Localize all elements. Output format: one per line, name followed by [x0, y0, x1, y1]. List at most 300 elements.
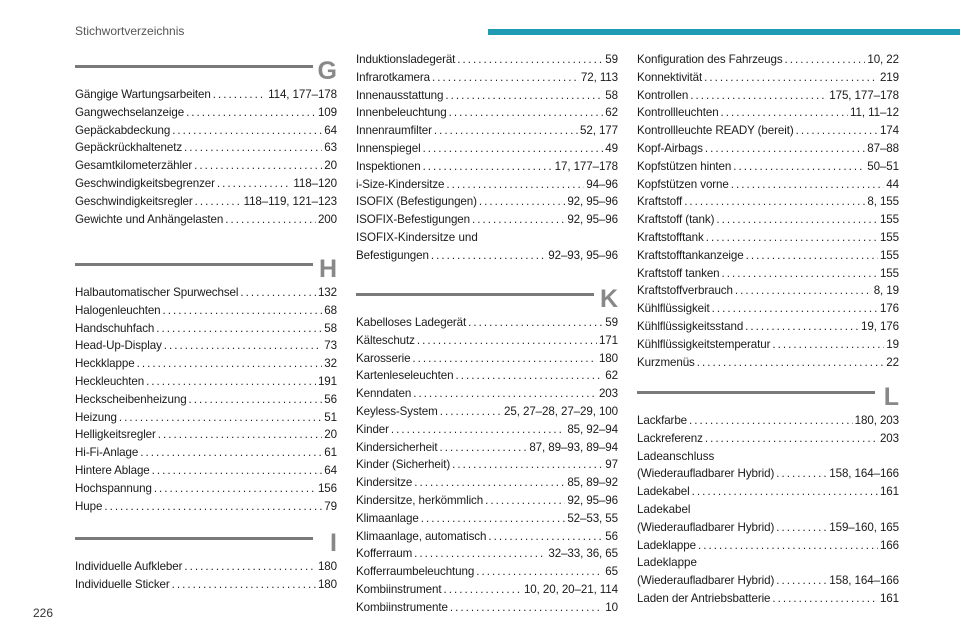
index-section-k-continued	[637, 51, 899, 371]
dot-leader	[423, 140, 604, 158]
index-entry	[75, 302, 337, 320]
index-entry	[356, 51, 618, 69]
index-entry	[356, 104, 618, 122]
index-entry-term: Innenraumfilter	[356, 124, 432, 138]
index-entry	[637, 412, 899, 430]
index-section-i-continued	[356, 51, 618, 265]
dot-leader	[450, 599, 603, 617]
dot-leader	[184, 139, 322, 157]
dot-leader	[154, 480, 316, 498]
index-entry-pages: 10, 20, 20–21, 114	[523, 582, 618, 596]
dot-leader	[140, 444, 322, 462]
dot-leader	[722, 265, 878, 283]
index-entry-pages: 161	[879, 485, 899, 499]
dot-leader	[721, 104, 848, 122]
dot-leader	[746, 247, 878, 265]
index-entry-pages: 32	[324, 357, 337, 371]
index-entry	[75, 175, 337, 193]
index-entry-term: Kinder (Sicherheit)	[356, 458, 451, 472]
dot-leader	[704, 69, 878, 87]
index-entry	[356, 439, 618, 457]
index-entry-pages: 8, 155	[867, 195, 899, 209]
index-entry-pages: 92, 95–96	[567, 213, 618, 227]
index-entry	[356, 581, 618, 599]
index-entry-pages: 203	[879, 431, 899, 445]
index-entry	[75, 284, 337, 302]
index-entry-pages: 159–160, 165	[829, 520, 899, 534]
index-entry-term: Gepäckrückhaltenetz	[75, 141, 183, 155]
index-entry-pages: 180	[598, 351, 618, 365]
index-entry	[637, 265, 899, 283]
index-entry-term: Kopfstützen hinten	[637, 159, 732, 173]
index-entry	[75, 426, 337, 444]
index-entry	[356, 87, 618, 105]
index-entry	[637, 572, 899, 590]
index-entry-pages: 50–51	[867, 159, 899, 173]
dot-leader	[158, 426, 323, 444]
index-entry-term: Lackreferenz	[637, 431, 703, 445]
index-entry-pages: 59	[605, 316, 618, 329]
section-divider	[75, 65, 313, 68]
dot-leader	[772, 336, 884, 354]
index-entry-term: Heckleuchten	[75, 374, 145, 388]
index-entry-term: ISOFIX (Befestigungen)	[356, 195, 477, 209]
index-entry-pages: 68	[324, 303, 337, 317]
index-entry-pages: 32–33, 36, 65	[548, 547, 618, 561]
dot-leader	[731, 176, 885, 194]
dot-leader	[195, 193, 242, 211]
index-entry-pages: 52, 177	[580, 124, 618, 138]
dot-leader	[698, 537, 878, 555]
index-entry	[637, 519, 899, 537]
section-header	[356, 284, 618, 314]
index-entry-term: Heizung	[75, 410, 117, 424]
entry-list	[637, 412, 899, 608]
dot-leader	[452, 456, 603, 474]
index-entry	[356, 403, 618, 421]
section-divider	[75, 537, 313, 540]
index-entry-term: Inspektionen	[356, 159, 421, 173]
dot-leader	[457, 51, 603, 69]
index-entry-pages: 156	[317, 481, 337, 495]
index-entry-term: Kühlflüssigkeit	[637, 302, 710, 316]
index-entry-term: Keyless-System	[356, 404, 438, 418]
index-entry	[75, 193, 337, 211]
dot-leader	[225, 211, 316, 229]
index-entry-term: Handschuhfach	[75, 321, 155, 335]
index-entry-term: Klimaanlage, automatisch	[356, 529, 487, 543]
header-accent-bar	[488, 29, 960, 35]
index-entry-term: Head-Up-Display	[75, 339, 162, 353]
dot-leader	[716, 211, 878, 229]
dot-leader	[164, 337, 323, 355]
section-divider	[75, 263, 313, 266]
index-entry-term-line: Ladekabel	[637, 502, 691, 516]
index-entry-term-line: Ladeklappe	[637, 556, 697, 570]
index-entry-pages: 158, 164–166	[829, 467, 899, 481]
index-entry	[356, 456, 618, 474]
index-entry-term: Kofferraumbeleuchtung	[356, 565, 475, 579]
index-entry-term: Befestigungen	[356, 248, 429, 262]
index-entry	[356, 332, 618, 350]
index-entry-term: i-Size-Kindersitze	[356, 177, 445, 191]
index-entry-pages: 174	[879, 124, 899, 138]
dot-leader	[445, 87, 603, 105]
dot-leader	[119, 409, 322, 427]
index-entry-term: Konfiguration des Fahrzeugs	[637, 53, 783, 66]
index-entry-pages: 8, 19	[873, 284, 899, 298]
index-entry-pages: 62	[605, 369, 618, 383]
dot-leader	[785, 51, 866, 69]
index-entry	[356, 247, 618, 265]
index-entry-term-line: Ladeanschluss	[637, 449, 715, 463]
dot-leader	[472, 211, 565, 229]
index-entry-pages: 79	[324, 499, 337, 513]
index-entry	[356, 545, 618, 563]
index-entry	[637, 104, 899, 122]
index-entry-term: Hintere Ablage	[75, 463, 150, 477]
index-entry	[637, 229, 899, 247]
page-number: 226	[33, 606, 54, 620]
index-entry-term: Kartenleseleuchten	[356, 369, 454, 383]
index-entry-term: Heckscheibenheizung	[75, 392, 187, 406]
index-entry	[75, 86, 337, 104]
index-entry	[356, 211, 618, 229]
entry-list	[75, 86, 337, 228]
index-entry-pages: 85, 89–92	[567, 476, 618, 490]
dot-leader	[705, 140, 865, 158]
index-entry-pages: 73	[324, 339, 337, 353]
dot-leader	[468, 314, 603, 332]
index-entry-pages: 10	[605, 600, 618, 614]
index-entry	[637, 430, 899, 448]
index-entry-term: Lackfarbe	[637, 414, 688, 427]
index-entry-term: Kühlflüssigkeitsstand	[637, 319, 744, 333]
index-entry-pages: 114, 177–178	[268, 88, 337, 101]
section-header	[75, 528, 337, 558]
index-entry-pages: 25, 27–28, 27–29, 100	[504, 404, 618, 418]
index-entry-pages: 72, 113	[580, 70, 618, 84]
index-entry-pages: 158, 164–166	[829, 574, 899, 588]
index-entry-pages: 87–88	[867, 141, 899, 155]
index-entry-term: (Wiederaufladbarer Hybrid)	[637, 467, 775, 481]
index-entry	[356, 122, 618, 140]
dot-leader	[213, 86, 266, 104]
index-entry	[75, 480, 337, 498]
index-entry	[356, 528, 618, 546]
dot-leader	[733, 158, 865, 176]
index-entry	[75, 157, 337, 175]
dot-leader	[189, 391, 323, 409]
index-entry-term: Hi-Fi-Anlage	[75, 446, 139, 460]
index-entry-term: Kraftstofftank	[637, 230, 704, 244]
index-entry-pages: 22	[886, 355, 899, 369]
dot-leader	[172, 576, 316, 594]
index-entry-pages: 191	[317, 374, 337, 388]
index-entry-pages: 52–53, 55	[567, 511, 618, 525]
index-entry	[356, 140, 618, 158]
index-entry-term: Kraftstoff (tank)	[637, 213, 715, 227]
index-entry-term: Kinder	[356, 422, 389, 436]
index-entry-term: Hupe	[75, 499, 103, 513]
index-entry-term: Karosserie	[356, 351, 411, 365]
index-entry-pages: 180	[317, 577, 337, 591]
index-entry-pages: 97	[605, 458, 618, 472]
index-entry	[637, 51, 899, 69]
index-entry	[637, 247, 899, 265]
index-entry-pages: 19, 176	[861, 319, 899, 333]
index-entry-pages: 155	[879, 266, 899, 280]
index-entry-term: Geschwindigkeitsregler	[75, 194, 193, 208]
dot-leader	[156, 320, 322, 338]
index-section-g	[75, 56, 337, 228]
section-letter: L	[883, 383, 899, 411]
index-entry	[356, 350, 618, 368]
index-entry-pages: 56	[605, 529, 618, 543]
section-header	[637, 382, 899, 412]
section-letter: H	[318, 255, 337, 283]
index-entry	[637, 354, 899, 372]
dot-leader	[712, 300, 878, 318]
dot-leader	[414, 545, 546, 563]
dot-leader	[776, 465, 827, 483]
index-entry-term: Geschwindigkeitsbegrenzer	[75, 176, 215, 190]
entry-list	[356, 51, 618, 265]
index-entry	[75, 122, 337, 140]
dot-leader	[163, 302, 323, 320]
index-entry-term: Kontrollen	[637, 88, 689, 102]
index-entry-term: Konnektivität	[637, 70, 703, 84]
index-entry-term: Kraftstoff tanken	[637, 266, 720, 280]
index-entry-pages: 203	[598, 387, 618, 401]
section-divider	[637, 391, 875, 394]
index-entry-term: (Wiederaufladbarer Hybrid)	[637, 574, 775, 588]
index-entry-term: Individuelle Aufkleber	[75, 560, 183, 573]
index-section-h	[75, 254, 337, 515]
index-entry-term-line: ISOFIX-Kindersitze und	[356, 230, 478, 244]
index-entry	[356, 599, 618, 617]
index-entry-term: Gesamtkilometerzähler	[75, 159, 193, 173]
index-entry	[356, 193, 618, 211]
dot-leader	[412, 350, 597, 368]
index-entry	[75, 373, 337, 391]
dot-leader	[690, 87, 827, 105]
index-entry	[637, 176, 899, 194]
index-entry-term: Kraftstoffverbrauch	[637, 284, 733, 298]
index-entry-pages: 59	[605, 53, 618, 66]
section-header	[75, 254, 337, 284]
index-entry-pages: 92, 95–96	[567, 493, 618, 507]
index-entry-pages: 19	[886, 337, 899, 351]
index-entry-pages: 58	[324, 321, 337, 335]
dot-leader	[455, 367, 603, 385]
index-entry-term: Laden der Antriebsbatterie	[637, 591, 771, 605]
dot-leader	[684, 193, 865, 211]
index-entry	[75, 409, 337, 427]
section-divider	[356, 293, 594, 296]
index-entry-pages: 61	[324, 446, 337, 460]
dot-leader	[449, 104, 604, 122]
index-entry-pages: 132	[317, 286, 337, 299]
index-entry-term: Helligkeitsregler	[75, 428, 156, 442]
index-entry	[356, 367, 618, 385]
index-entry-pages: 64	[324, 123, 337, 137]
index-section-k	[356, 284, 618, 617]
dot-leader	[796, 122, 878, 140]
index-entry-term: Kraftstofftankanzeige	[637, 248, 744, 262]
index-entry-pages: 161	[879, 591, 899, 605]
dot-leader	[184, 558, 316, 576]
dot-leader	[692, 483, 878, 501]
index-entry-pages: 166	[879, 538, 899, 552]
dot-leader	[146, 373, 316, 391]
entry-list	[356, 314, 618, 617]
dot-leader	[417, 332, 597, 350]
index-entry	[75, 391, 337, 409]
index-entry	[637, 193, 899, 211]
index-entry-pages: 10, 22	[867, 53, 899, 66]
index-entry-pages: 87, 89–93, 89–94	[529, 440, 618, 454]
index-entry-term: Kontrollleuchte READY (bereit)	[637, 124, 794, 138]
index-entry	[356, 158, 618, 176]
index-entry-pages: 176	[879, 302, 899, 316]
index-entry-term: Gängige Wartungsarbeiten	[75, 88, 211, 101]
header-title: Stichwortverzeichnis	[75, 24, 185, 38]
section-letter: I	[330, 529, 337, 557]
index-entry-term: Kenndaten	[356, 387, 412, 401]
index-entry-pages: 51	[324, 410, 337, 424]
index-entry-pages: 92–93, 95–96	[548, 248, 618, 262]
index-entry	[356, 314, 618, 332]
index-entry	[356, 69, 618, 87]
dot-leader	[446, 176, 584, 194]
index-entry-pages: 11, 11–12	[850, 106, 899, 120]
index-entry-term: Kindersitze, herkömmlich	[356, 493, 484, 507]
dot-leader	[772, 590, 878, 608]
index-entry-term: (Wiederaufladbarer Hybrid)	[637, 520, 775, 534]
index-entry	[356, 492, 618, 510]
index-entry	[637, 590, 899, 608]
index-entry-term: Innenausstattung	[356, 88, 444, 102]
index-entry-term: Kindersicherheit	[356, 440, 438, 454]
index-section-l	[637, 382, 899, 608]
index-entry	[637, 158, 899, 176]
index-entry	[356, 385, 618, 403]
index-entry-term: Halogenleuchten	[75, 303, 161, 317]
index-entry-term: Kombiinstrument	[356, 582, 442, 596]
entry-list	[637, 51, 899, 371]
dot-leader	[217, 175, 292, 193]
index-entry-pages: 92, 95–96	[567, 195, 618, 209]
index-entry-term: Kontrollleuchten	[637, 106, 719, 120]
index-entry-pages: 155	[879, 248, 899, 262]
dot-leader	[689, 412, 853, 430]
index-entry-pages: 155	[879, 213, 899, 227]
dot-leader	[414, 474, 565, 492]
index-entry-pages: 63	[324, 141, 337, 155]
index-entry-term: Innenspiegel	[356, 141, 421, 155]
index-entry	[75, 337, 337, 355]
index-entry-pages: 118–119, 121–123	[243, 194, 337, 208]
index-entry	[637, 87, 899, 105]
dot-leader	[735, 282, 872, 300]
index-entry-term: Halbautomatischer Spurwechsel	[75, 286, 239, 299]
index-entry	[356, 421, 618, 439]
entry-list	[75, 558, 337, 594]
section-letter: G	[317, 57, 337, 85]
index-entry	[75, 462, 337, 480]
index-entry	[75, 576, 337, 594]
index-entry-pages: 64	[324, 463, 337, 477]
index-entry-term: Infrarotkamera	[356, 70, 430, 84]
index-entry	[75, 211, 337, 229]
dot-leader	[776, 572, 827, 590]
index-entry-pages: 49	[605, 141, 618, 155]
index-entry-term: Kabelloses Ladegerät	[356, 316, 467, 329]
index-entry-pages: 62	[605, 106, 618, 120]
index-entry-term: Kühlflüssigkeitstemperatur	[637, 337, 771, 351]
index-entry-pages: 118–120	[293, 176, 337, 190]
index-entry	[75, 320, 337, 338]
index-entry-term: Kurzmenüs	[637, 355, 695, 369]
index-entry-pages: 109	[317, 105, 337, 119]
index-entry-term: Kombiinstrumente	[356, 600, 448, 614]
index-entry	[637, 336, 899, 354]
index-entry	[356, 176, 618, 194]
dot-leader	[434, 122, 578, 140]
dot-leader	[104, 498, 322, 516]
dot-leader	[476, 563, 603, 581]
dot-leader	[432, 69, 579, 87]
index-entry	[356, 510, 618, 528]
index-entry-pages: 200	[317, 212, 337, 226]
index-entry	[75, 104, 337, 122]
index-entry-pages: 180, 203	[854, 414, 899, 427]
dot-leader	[152, 462, 323, 480]
index-entry	[637, 140, 899, 158]
dot-leader	[697, 354, 885, 372]
index-entry	[75, 444, 337, 462]
dot-leader	[194, 157, 322, 175]
index-entry-term: Kälteschutz	[356, 333, 415, 347]
dot-leader	[444, 581, 522, 599]
section-letter: K	[599, 285, 618, 313]
dot-leader	[488, 528, 603, 546]
index-entry-term: Ladeklappe	[637, 538, 696, 552]
index-entry-pages: 85, 92–94	[567, 422, 618, 436]
index-entry-term: Kopf-Airbags	[637, 141, 703, 155]
index-entry	[637, 318, 899, 336]
index-entry-term: Kopfstützen vorne	[637, 177, 729, 191]
index-entry-term: Kindersitze	[356, 476, 413, 490]
index-entry-term: Induktionsladegerät	[356, 53, 456, 66]
index-entry	[356, 563, 618, 581]
index-entry	[637, 465, 899, 483]
index-entry	[75, 498, 337, 516]
index-entry-pages: 94–96	[586, 177, 618, 191]
index-entry-term: Hochspannung	[75, 481, 152, 495]
dot-leader	[440, 403, 502, 421]
index-entry-pages: 20	[324, 428, 337, 442]
index-entry-term: Ladekabel	[637, 485, 690, 499]
index-entry	[637, 122, 899, 140]
index-entry-pages: 171	[598, 333, 618, 347]
index-entry-term: Individuelle Sticker	[75, 577, 170, 591]
index-entry-term: Kofferraum	[356, 547, 413, 561]
index-entry-pages: 219	[879, 70, 899, 84]
index-entry-pages: 180	[317, 560, 337, 573]
entry-list	[75, 284, 337, 515]
